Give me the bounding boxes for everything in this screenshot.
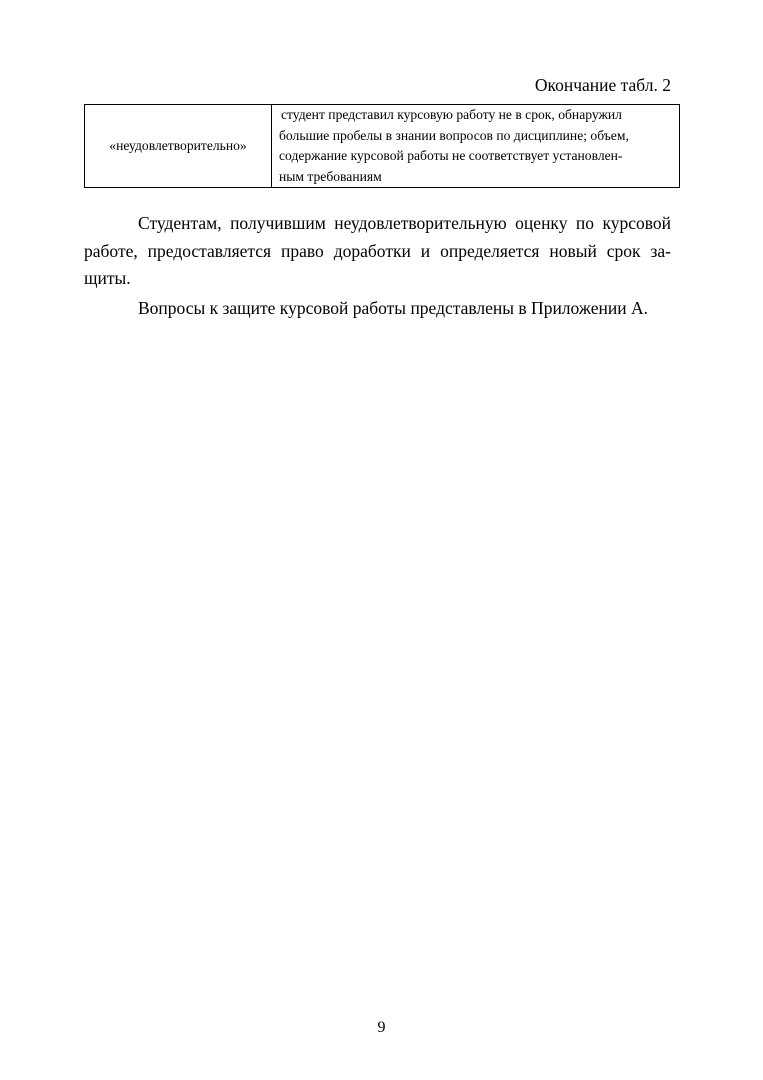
description-line: студент представил курсовую работу не в срок, обнаружил (281, 107, 622, 122)
paragraph-resubmission (84, 210, 671, 238)
paragraph-line: Студентам, получившим неудовлетворительную оценку по курсовой (138, 213, 671, 233)
description-line: большие пробелы в знании вопросов по дисциплине; объем, (279, 127, 629, 143)
table-continuation-caption: Окончание табл. 2 (534, 75, 671, 95)
page-number: 9 (377, 1019, 386, 1036)
grading-criteria-table (84, 104, 680, 188)
grade-cell: «неудовлетворительно» (85, 105, 272, 188)
body-text (84, 210, 671, 322)
paragraph-appendix-reference: Вопросы к защите курсовой работы представлены в Приложении А. (138, 297, 648, 318)
paragraph-line: работе, предоставляется право доработки и определяется новый срок за- (84, 240, 671, 261)
description-line: ным требованиям (279, 168, 382, 184)
paragraph-line: щиты. (84, 268, 131, 288)
table-row (85, 105, 680, 188)
description-line: содержание курсовой работы не соответствует установлен- (279, 148, 623, 163)
grade-description-cell (272, 105, 680, 188)
